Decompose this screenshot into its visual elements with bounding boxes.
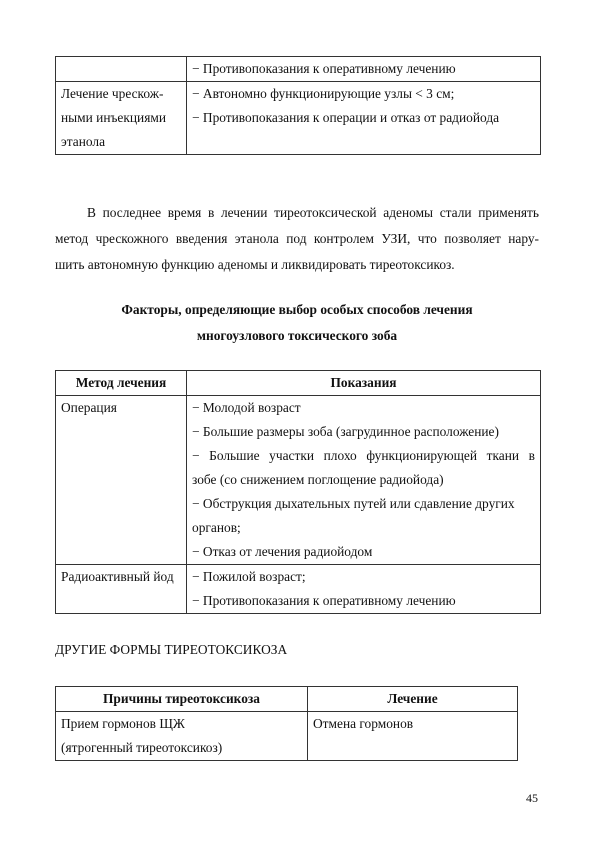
table-header-row [56,371,541,396]
cause-line: (ятрогенный тиреотоксикоз) [61,740,223,755]
table-header-row [56,687,518,712]
column-header: Метод лечения [56,371,187,396]
indication-line: − Противопоказания к оперативному лечению [192,593,456,608]
table-cell-method [56,82,187,155]
cause-line: Прием гормонов ЩЖ [61,716,185,731]
table-cell-indications [187,57,541,82]
method-line: ными инъекциями [61,110,166,125]
indication-line: − Большие участки плохо функционирующей ткани в [192,448,535,463]
column-header: Причины тиреотоксикоза [56,687,308,712]
column-header: Лечение [308,687,518,712]
factors-title-line: многоузлового токсического зоба [196,328,398,343]
table-row [56,82,541,155]
factors-title [55,297,539,349]
causes-treatment-table [55,686,518,761]
table-cell-cause [56,712,308,761]
page-number: 45 [526,791,538,805]
paragraph-line: метод чрескожного введения этанола под контролем УЗИ, что позволяет нару- [55,231,539,246]
paragraph-line: В последнее время в лечении тиреотоксической аденомы стали применять [87,205,539,220]
table-cell-method [56,57,187,82]
indication-line: − Отказ от лечения радиойодом [192,544,373,559]
other-forms-heading: ДРУГИЕ ФОРМЫ ТИРЕОТОКСИКОЗА [55,642,288,657]
indication-line: органов; [192,520,241,535]
table-cell-method: Операция [56,396,187,565]
factors-title-line: Факторы, определяющие выбор особых способов лечения [121,302,473,317]
indication-line: − Пожилой возраст; [192,569,306,584]
indication-line: − Противопоказания к операции и отказ от радиойода [192,110,500,125]
table-row [56,57,541,82]
indication-line: − Автономно функционирующие узлы < 3 см; [192,86,455,101]
treatment-factors-table [55,370,541,614]
method-line: Лечение чрескож- [61,86,164,101]
indication-line: − Обструкция дыхательных путей или сдавление других [192,496,515,511]
table-row [56,565,541,614]
table-row [56,396,541,565]
indication-line: − Молодой возраст [192,400,301,415]
paragraph-line: шить автономную функцию аденомы и ликвидировать тиреотоксикоз. [55,257,455,272]
table-cell-method: Радиоактивный йод [56,565,187,614]
table-cell-indications [187,82,541,155]
table-cell-indications [187,565,541,614]
indication-line: − Большие размеры зоба (загрудинное расположение) [192,424,499,439]
indication-line: − Противопоказания к оперативному лечению [192,61,456,76]
table-row [56,712,518,761]
method-line: этанола [61,134,106,149]
continuation-table [55,56,541,155]
column-header: Показания [187,371,541,396]
table-cell-indications [187,396,541,565]
indication-line: зобе (со снижением поглощение радиойода) [192,472,444,487]
table-cell-treatment: Отмена гормонов [308,712,518,761]
body-paragraph [55,200,539,278]
